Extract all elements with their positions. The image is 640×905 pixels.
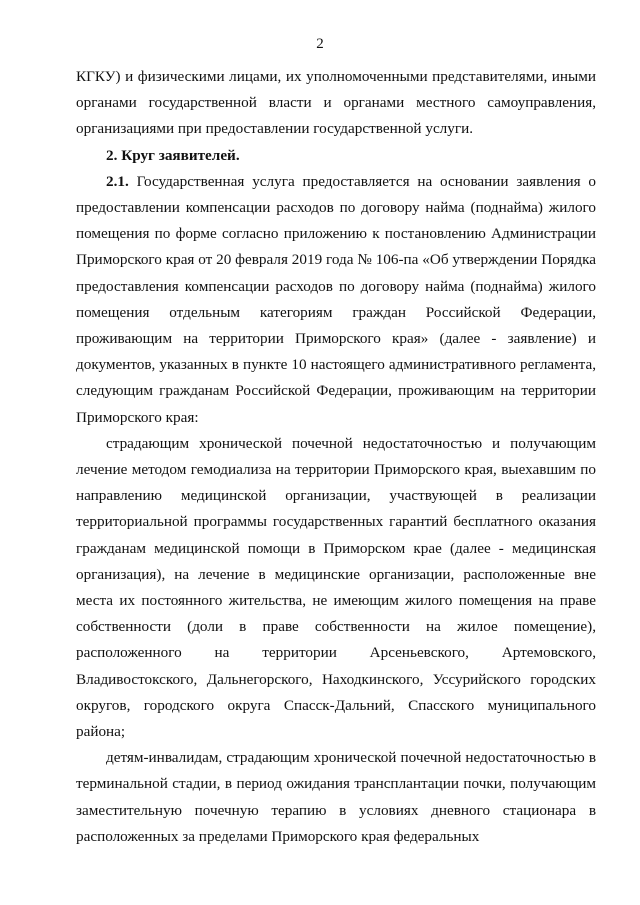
page-number: 2 — [316, 36, 324, 52]
document-body — [76, 64, 596, 850]
clause-number: 2.1. — [106, 172, 129, 190]
paragraph-2-1 — [76, 169, 596, 431]
paragraph-continuation: КГКУ) и физическими лицами, их уполномоченными представителями, иными органами государственной власти и органами местного самоуправления, организациями при предоставлении государственной услуги. — [76, 68, 596, 138]
section-heading: 2. Круг заявителей. — [106, 146, 240, 164]
paragraph-disabled-children: детям-инвалидам, страдающим хронической почечной недостаточностью в терминальной стадии, в период ожидания трансплантации почки, получающим заместительную почечную терапию в условиях дневного стационара в расположенных за пределами Приморского края федеральных — [76, 749, 596, 845]
clause-text: Государственная услуга предоставляется на основании заявления о предоставлении компенсации расходов по договору найма (поднайма) жилого помещения по форме согласно приложению к постановлению Администрации Приморского края от 20 февраля 2019 года № 106-па «Об утверждении Порядка предоставления компенсации расходов по договору найма (поднайма) жилого помещения отдельным категориям граждан Российской Федерации, проживающим на территории Приморского края» (далее - заявление) и документов, указанных в пункте 10 настоящего административного регламента, следующим гражданам Российской Федерации, проживающим на территории Приморского края: — [76, 172, 596, 426]
paragraph-dialysis-patients: страдающим хронической почечной недостаточностью и получающим лечение методом гемодиализа на территории Приморского края, выехавшим по направлению медицинской организации, участвующей в реализации территориальной программы государственных гарантий бесплатного оказания гражданам медицинской помощи в Приморском крае (далее - медицинская организация), на лечение в медицинские организации, расположенные вне места их постоянного жительства, не имеющим жилого помещения на праве собственности (доли в праве собственности на жилое помещение), расположенного на территории Арсеньевского, Артемовского, Владивостокского, Дальнегорского, Находкинского, Уссурийского городских округов, городского округа Спасск-Дальний, Спасского муниципального района; — [76, 434, 596, 741]
